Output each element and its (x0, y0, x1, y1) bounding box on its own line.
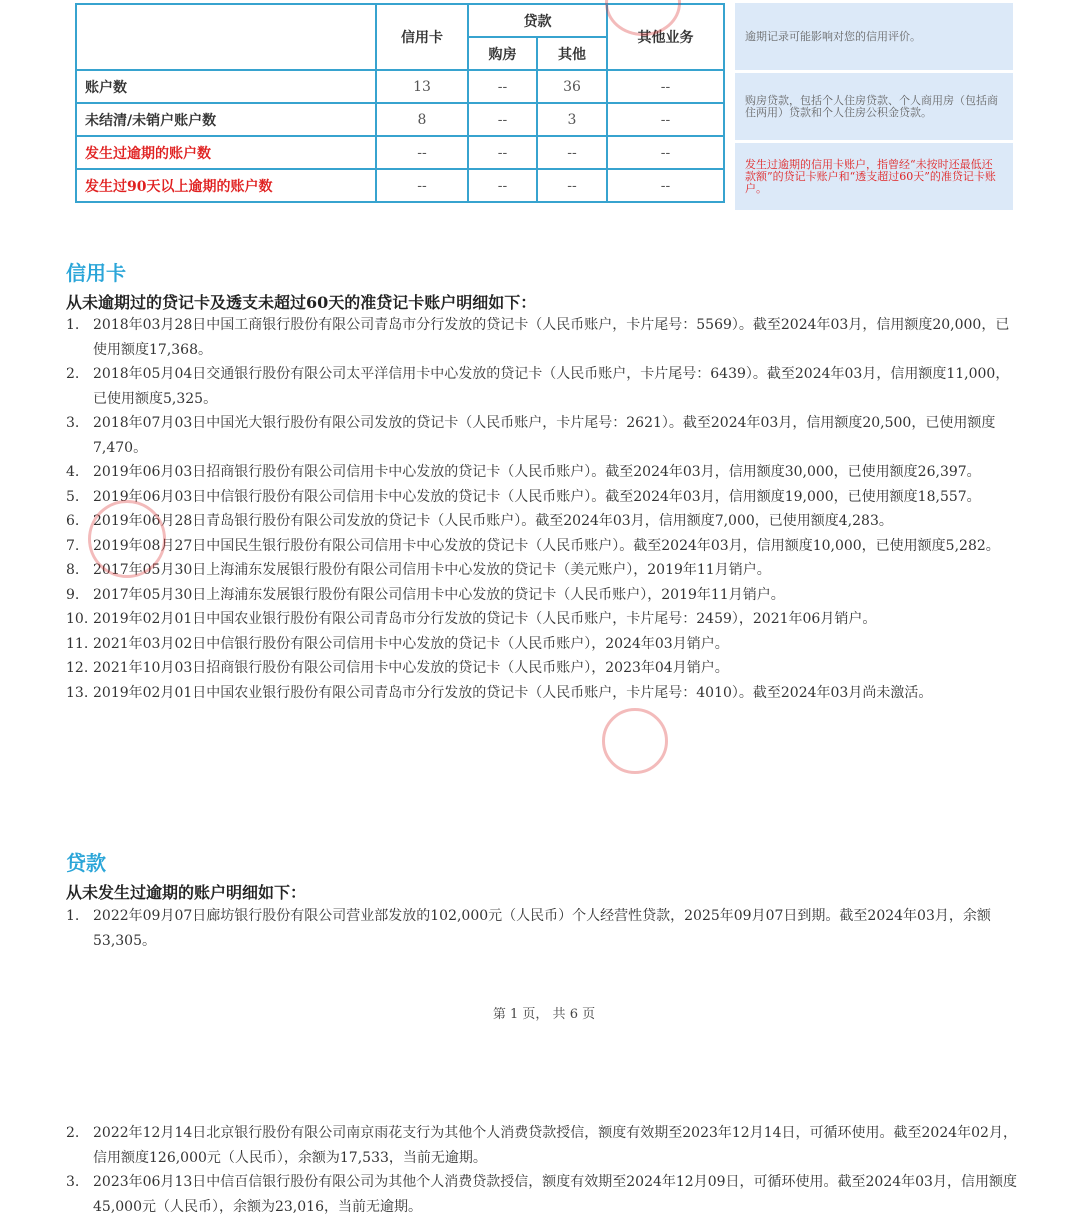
row-label: 账户数 (76, 70, 376, 103)
cell-other: -- (537, 169, 607, 202)
list-item (66, 485, 1021, 510)
list-item-number: 9. (66, 586, 80, 603)
list-item-number: 4. (66, 464, 80, 480)
cell-other: 3 (537, 103, 607, 136)
list-item (66, 1121, 1021, 1170)
list-item-number: 11. (66, 635, 89, 652)
row-label: 未结清/未销户账户数 (76, 103, 376, 136)
page-footer: 第 1 页， 共 6 页 (492, 1007, 596, 1022)
list-item-text: 2021年10月03日招商银行股份有限公司信用卡中心发放的贷记卡（人民币账户），2023年04月销户。 (93, 660, 729, 676)
cell-credit-card: 13 (376, 70, 468, 103)
list-item-number: 2. (66, 366, 80, 382)
list-item-text: 2017年05月30日上海浦东发展银行股份有限公司信用卡中心发放的贷记卡（人民币账户），2019年11月销户。 (93, 586, 785, 603)
summary-body (76, 70, 724, 202)
section-title-credit-card: 信用卡 (66, 261, 126, 285)
list-item (66, 1170, 1021, 1219)
list-item (66, 313, 1021, 362)
header-housing: 购房 (468, 37, 537, 70)
row-label: 发生过90天以上逾期的账户数 (76, 169, 376, 202)
list-item (66, 656, 1021, 681)
list-item-text: 2019年06月03日招商银行股份有限公司信用卡中心发放的贷记卡（人民币账户）。截至2024年03月，信用额度30,000，已使用额度26,397。 (93, 464, 981, 480)
section-subtitle-loan: 从未发生过逾期的账户明细如下： (66, 883, 307, 902)
notes-column (735, 3, 1013, 213)
table-row (76, 136, 724, 169)
cell-credit-card: -- (376, 169, 468, 202)
cell-housing: -- (468, 169, 537, 202)
note-overdue-impact: 逾期记录可能影响对您的信用评价。 (735, 3, 1013, 70)
header-loan: 贷款 (468, 4, 607, 37)
table-row (76, 169, 724, 202)
list-item-number: 8. (66, 562, 80, 578)
list-item (66, 558, 1021, 583)
table-row (76, 103, 724, 136)
cell-other-business: -- (607, 169, 724, 202)
header-other: 其他 (537, 37, 607, 70)
list-item (66, 362, 1021, 411)
list-item-number: 7. (66, 537, 80, 554)
list-item-text: 2019年06月03日中信银行股份有限公司信用卡中心发放的贷记卡（人民币账户）。截至2024年03月，信用额度19,000，已使用额度18,557。 (93, 488, 981, 505)
cell-other-business: -- (607, 136, 724, 169)
list-item-number: 10. (66, 611, 89, 627)
list-item-text: 2022年09月07日廊坊银行股份有限公司营业部发放的102,000元（人民币）个人经营性贷款，2025年09月07日到期。截至2024年03月，余额53,305。 (93, 908, 991, 949)
list-item (66, 583, 1021, 608)
list-item-text: 2019年06月28日青岛银行股份有限公司发放的贷记卡（人民币账户）。截至2024年03月，信用额度7,000，已使用额度4,283。 (93, 513, 893, 529)
section-subtitle-credit-card: 从未逾期过的贷记卡及透支未超过60天的准贷记卡账户明细如下： (66, 293, 537, 312)
list-item-text: 2019年08月27日中国民生银行股份有限公司信用卡中心发放的贷记卡（人民币账户）。截至2024年03月，信用额度10,000，已使用额度5,282。 (93, 537, 1000, 554)
cell-housing: -- (468, 70, 537, 103)
list-item (66, 607, 1021, 632)
list-item-number: 13. (66, 684, 89, 701)
list-item-number: 3. (66, 1174, 80, 1190)
list-item-text: 2018年07月03日中国光大银行股份有限公司发放的贷记卡（人民币账户，卡片尾号：2621）。截至2024年03月，信用额度20,500，已使用额度7,470。 (93, 415, 996, 456)
list-item-number: 3. (66, 415, 80, 431)
loan-list (66, 904, 1021, 953)
cell-credit-card: -- (376, 136, 468, 169)
note-housing-loan: 购房贷款，包括个人住房贷款、个人商用房（包括商住两用）贷款和个人住房公积金贷款。 (735, 73, 1013, 140)
header-credit-card: 信用卡 (376, 4, 468, 70)
list-item (66, 534, 1021, 559)
seal-stamp-icon (88, 500, 166, 578)
list-item-text: 2017年05月30日上海浦东发展银行股份有限公司信用卡中心发放的贷记卡（美元账户），2019年11月销户。 (93, 562, 771, 578)
cell-other-business: -- (607, 103, 724, 136)
list-item-text: 2022年12月14日北京银行股份有限公司南京雨花支行为其他个人消费贷款授信，额度有效期至2023年12月14日，可循环使用。截至2024年02月，信用额度126,000元（人民币），余额为17,533，当前无逾期。 (93, 1125, 1017, 1166)
cell-other-business: -- (607, 70, 724, 103)
list-item-text: 2018年05月04日交通银行股份有限公司太平洋信用卡中心发放的贷记卡（人民币账户，卡片尾号：6439）。截至2024年03月，信用额度11,000，已使用额度5,325。 (93, 366, 1010, 407)
list-item (66, 411, 1021, 460)
list-item-text: 2023年06月13日中信百信银行股份有限公司为其他个人消费贷款授信，额度有效期至2024年12月09日，可循环使用。截至2024年03月，信用额度45,000元（人民币），余额为23,016，当前无逾期。 (93, 1174, 1017, 1215)
list-item (66, 632, 1021, 657)
list-item-number: 1. (66, 317, 80, 333)
list-item-text: 2018年03月28日中国工商银行股份有限公司青岛市分行发放的贷记卡（人民币账户，卡片尾号：5569）。截至2024年03月，信用额度20,000，已使用额度17,368。 (93, 317, 1010, 358)
note-overdue-card: 发生过逾期的信用卡账户，指曾经“未按时还最低还款额”的贷记卡账户和“透支超过60天”的准贷记卡账户。 (735, 143, 1013, 210)
row-label: 发生过逾期的账户数 (76, 136, 376, 169)
cell-other: -- (537, 136, 607, 169)
loan-list-continued (66, 1121, 1021, 1219)
header-blank-cell (76, 4, 376, 70)
cell-housing: -- (468, 103, 537, 136)
list-item (66, 509, 1021, 534)
credit-card-list (66, 313, 1021, 705)
list-item-number: 5. (66, 488, 80, 505)
seal-stamp-icon (602, 708, 668, 774)
list-item-number: 2. (66, 1125, 80, 1141)
section-title-loan: 贷款 (66, 851, 106, 875)
cell-housing: -- (468, 136, 537, 169)
list-item-text: 2019年02月01日中国农业银行股份有限公司青岛市分行发放的贷记卡（人民币账户，卡片尾号：4010）。截至2024年03月尚未激活。 (93, 684, 933, 701)
list-item-number: 1. (66, 908, 80, 924)
header-other-business: 其他业务 (607, 4, 724, 70)
table-row (76, 70, 724, 103)
list-item-text: 2019年02月01日中国农业银行股份有限公司青岛市分行发放的贷记卡（人民币账户，卡片尾号：2459），2021年06月销户。 (93, 611, 877, 627)
cell-credit-card: 8 (376, 103, 468, 136)
list-item (66, 904, 1021, 953)
list-item-number: 6. (66, 513, 80, 529)
list-item (66, 460, 1021, 485)
list-item (66, 681, 1021, 706)
list-item-text: 2021年03月02日中信银行股份有限公司信用卡中心发放的贷记卡（人民币账户），2024年03月销户。 (93, 635, 729, 652)
cell-other: 36 (537, 70, 607, 103)
list-item-number: 12. (66, 660, 89, 676)
